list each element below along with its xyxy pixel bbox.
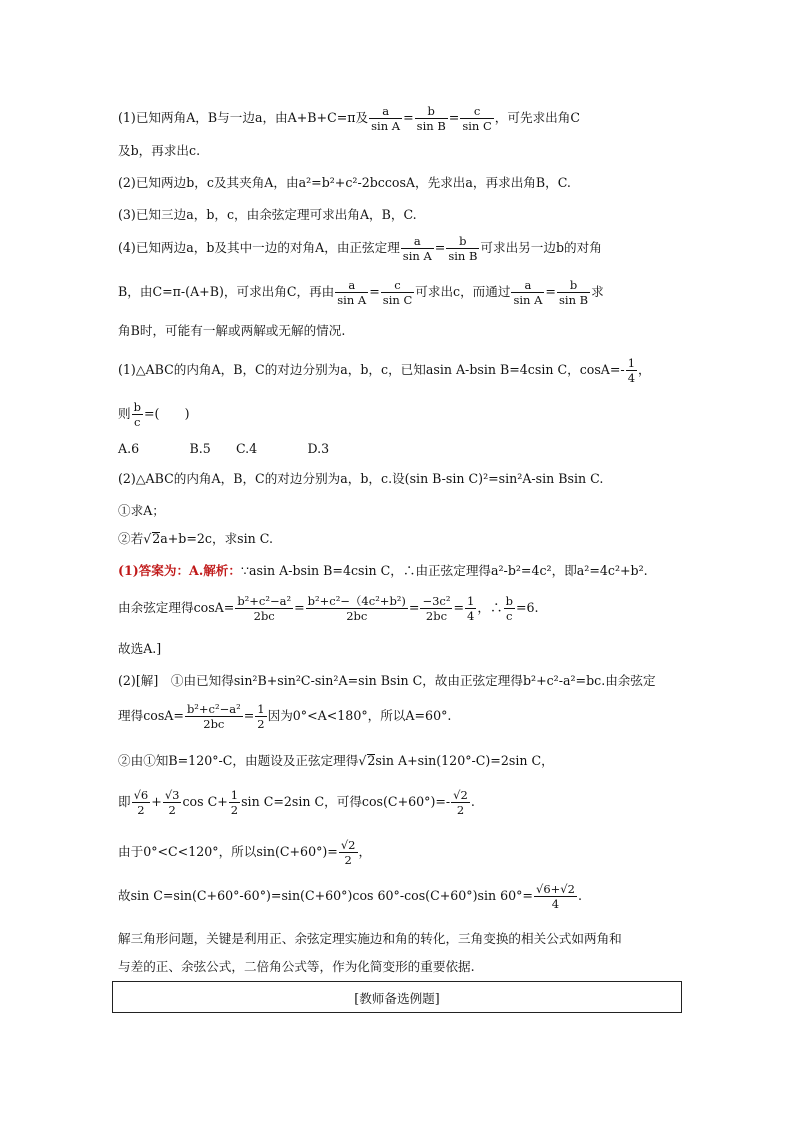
solution-2-line-1: (2)[解] ①由已知得sin²B+sin²C-sin²A=sin Bsin C，故由正弦定理得b²+c²-a²=bc.由余弦定: [118, 673, 656, 688]
fraction: $\frac{1}{4}$: [627, 356, 636, 385]
fraction: $\frac{b}{c}$: [505, 594, 513, 623]
solution-2-line-4: 即 $\frac{√6}{2}$ + $\frac{√3}{2}$ cos C+ $\frac{1}{2}$ sin C=2sin C，可得cos(C+60°)=- $\frac{√2}{2}$ .: [118, 788, 475, 817]
method-line-5: (4)已知两边a，b及其中一边的对角A，由正弦定理 $\frac{a}{\text{sin A}}$ = $\frac{b}{\text{sin B}}$ 可求出另一边b的对角: [118, 234, 602, 263]
method-line-4: (3)已知三边a，b，c，由余弦定理可求出角A，B，C.: [118, 207, 417, 222]
fraction: $\frac{√2}{2}$: [453, 788, 468, 817]
fraction: $\frac{b}{c}$: [133, 400, 141, 429]
sqrt-symbol: √: [143, 531, 152, 546]
method-line-3: (2)已知两边b，c及其夹角A，由a²=b²+c²-2bccosA，先求出a，再求出角B，C.: [118, 175, 571, 190]
fraction: $\frac{a}{\text{sin A}}$: [402, 234, 432, 263]
question-1-ask: 则 $\frac{b}{c}$ =( ): [118, 400, 190, 429]
fraction: $\frac{1}{4}$: [467, 594, 475, 623]
fraction: $\frac{√2}{2}$: [340, 838, 356, 867]
text: (1)已知两角A，B与一边a，由A+B+C=π及: [118, 110, 369, 125]
question-1-options: A.6 B.5 C.4 D.3: [118, 441, 330, 456]
fraction: $\frac{√6}{2}$: [133, 788, 149, 817]
solution-2-line-3: ②由①知B=120°-C，由题设及正弦定理得√2sin A+sin(120°-C)=2sin C，: [118, 753, 554, 768]
fraction: $\frac{1}{2}$: [257, 702, 265, 731]
fraction: $\frac{b}{\text{sin B}}$: [416, 104, 446, 133]
fraction: $\frac{√6+√2}{4}$: [536, 882, 575, 911]
method-line-7: 角B时，可能有一解或两解或无解的情况.: [118, 323, 346, 338]
sqrt-symbol: √: [358, 753, 367, 768]
fraction: $\frac{a}{\text{sin A}}$: [371, 104, 401, 133]
fraction: $\frac{√3}{2}$: [164, 788, 180, 817]
fraction: $\frac{\text{b²+c²−a²}}{2bc}$: [237, 594, 292, 623]
question-2-part-2: ②若√2a+b=2c，求sin C.: [118, 531, 273, 546]
question-2: (2)△ABC的内角A，B，C的对边分别为a，b，c.设(sin B-sin C)²=sin²A-sin Bsin C.: [118, 471, 604, 486]
summary-line-1: 解三角形问题，关键是利用正、余弦定理实施边和角的转化，三角变换的相关公式如两角和: [118, 931, 622, 946]
fraction: $\frac{b}{\text{sin B}}$: [448, 234, 478, 263]
answer-label: (1)答案为：A.解析：: [118, 563, 241, 578]
summary-line-2: 与差的正、余弦公式，二倍角公式等，作为化简变形的重要依据.: [118, 959, 475, 974]
method-line-6: B，由C=π-(A+B)，可求出角C，再由 $\frac{a}{\text{sin A}}$ = $\frac{c}{\text{sin C}}$ 可求出c，而通过 $\frac{a}{\text{sin A}}$ = $\frac{b}{\text{sin B}}$ 求: [118, 278, 604, 307]
fraction: $\frac{c}{\text{sin C}}$: [382, 278, 413, 307]
method-line-2: 及b，再求出c.: [118, 143, 201, 158]
fraction: $\frac{b}{\text{sin B}}$: [558, 278, 589, 307]
fraction: $\frac{c}{\text{sin C}}$: [462, 104, 492, 133]
fraction: $\frac{\text{−3c²}}{2bc}$: [422, 594, 451, 623]
fraction: $\frac{\text{b²+c²−（4c²+b²)}}{2bc}$: [307, 594, 406, 623]
fraction: $\frac{\text{b²+c²−a²}}{2bc}$: [186, 702, 241, 731]
question-1: (1)△ABC的内角A，B，C的对边分别为a，b，c，已知asin A-bsin B=4csin C，cosA=- $\frac{1}{4}$ ，: [118, 356, 651, 385]
solution-2-line-6: 故sin C=sin(C+60°-60°)=sin(C+60°)cos 60°-cos(C+60°)sin 60°= $\frac{√6+√2}{4}$ .: [118, 882, 582, 911]
teacher-examples-title: [教师备选例题]: [354, 990, 440, 1006]
fraction: $\frac{a}{\text{sin A}}$: [513, 278, 543, 307]
fraction: $\frac{a}{\text{sin A}}$: [337, 278, 367, 307]
fraction: $\frac{1}{2}$: [230, 788, 239, 817]
solution-1-line-2: 由余弦定理得cosA= $\frac{\text{b²+c²−a²}}{2bc}$ = $\frac{\text{b²+c²−（4c²+b²)}}{2bc}$ = $\frac{\text{−3c²}}{2bc}$ = $\frac{1}{4}$ ，∴ $\frac{b}{c}$ =6.: [118, 594, 539, 623]
solution-1-line-1: (1)答案为：A.解析：∵asin A-bsin B=4csin C，∴由正弦定理得a²-b²=4c²，即a²=4c²+b².: [118, 563, 648, 578]
solution-2-line-5: 由于0°<C<120°，所以sin(C+60°)= $\frac{√2}{2}$ ，: [118, 838, 372, 867]
teacher-examples-box: [112, 981, 682, 1013]
solution-1-line-3: 故选A.]: [118, 641, 162, 656]
question-2-part-1: ①求A；: [118, 503, 165, 518]
solution-2-line-2: 理得cosA= $\frac{\text{b²+c²−a²}}{2bc}$ = $\frac{1}{2}$ 因为0°<A<180°，所以A=60°.: [118, 702, 452, 731]
method-line-1: (1)已知两角A，B与一边a，由A+B+C=π及 $\frac{a}{\text{sin A}}$ = $\frac{b}{\text{sin B}}$ = $\frac{c}{\text{sin C}}$ ，可先求出角C: [118, 104, 580, 133]
